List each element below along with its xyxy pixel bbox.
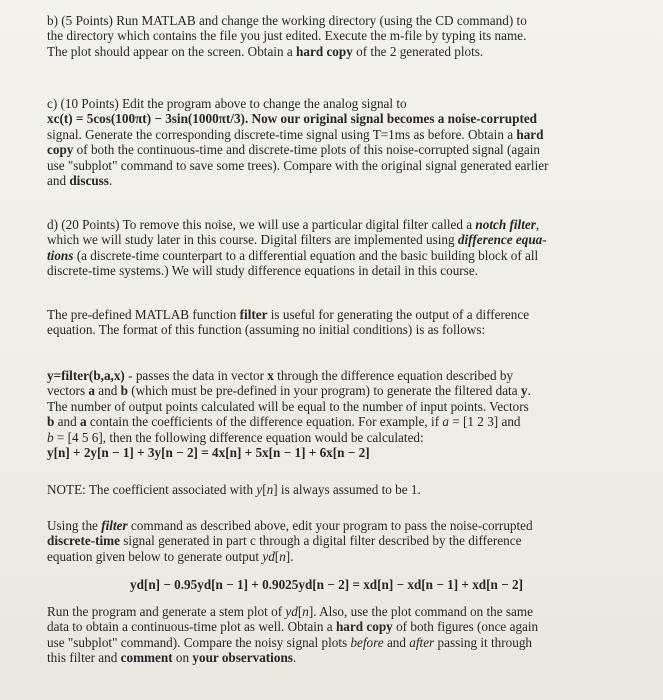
text-line: xc(t) = 5cos(100πt) − 3sin(1000πt/3). Now our original signal becomes a noise-corrupted [47, 111, 538, 127]
part-b-paragraph [47, 13, 615, 59]
example-difference-equation: y[n] + 2y[n − 1] + 3y[n − 2] = 4x[n] + 5x[n − 1] + 6x[n − 2] [47, 445, 370, 461]
text-line: this filter and comment on your observations. [47, 650, 297, 666]
text-line: The number of output points calculated will be equal to the number of input points. Vectors [47, 398, 529, 414]
text-line: b) (5 Points) Run MATLAB and change the working directory (using the CD command) to [47, 13, 527, 28]
instructions-paragraph [47, 518, 615, 564]
part-c-paragraph [47, 96, 615, 188]
text-line: b = [4 5 6], then the following difference equation would be calculated: [47, 429, 424, 445]
text-line: The pre-defined MATLAB function filter is useful for generating the output of a difference [47, 307, 530, 322]
note-paragraph [47, 482, 615, 497]
text-line: d) (20 Points) To remove this noise, we will use a particular digital filter called a notch filter, [47, 217, 540, 232]
text-line: Using the filter command as described above, edit your program to pass the noise-corrupted [47, 518, 533, 533]
filter-description-paragraph [47, 368, 615, 460]
text-line: discrete-time systems.) We will study difference equations in detail in this course. [47, 263, 478, 279]
text-line: the directory which contains the file you just edited. Execute the m-file by typing its name. [47, 28, 527, 44]
text-line: b and a contain the coefficients of the difference equation. For example, if a = [1 2 3] and [47, 414, 521, 430]
final-paragraph [47, 604, 615, 666]
part-d-paragraph [47, 217, 615, 279]
text-line: data to obtain a continuous-time plot as well. Obtain a hard copy of both figures (once again [47, 619, 539, 635]
text-line: tions (a discrete-time counterpart to a differential equation and the basic building block of all [47, 247, 539, 263]
filter-intro-paragraph [47, 307, 615, 338]
text-line: Run the program and generate a stem plot of yd[n]. Also, use the plot command on the same [47, 604, 534, 619]
text-line: NOTE: The coefficient associated with y[n] is always assumed to be 1. [47, 482, 421, 497]
filter-difference-equation: yd[n] − 0.95yd[n − 1] + 0.9025yd[n − 2] = xd[n] − xd[n − 1] + xd[n − 2] [130, 577, 523, 592]
text-line: equation given below to generate output yd[n]. [47, 548, 294, 564]
text-line: use "subplot" command). Compare the noisy signal plots before and after passing it through [47, 634, 533, 650]
text-line: which we will study later in this course. Digital filters are implemented using difference equa- [47, 232, 547, 248]
text-line: signal. Generate the corresponding discrete-time signal using T=1ms as before. Obtain a hard [47, 126, 544, 142]
text-line: and discuss. [47, 173, 113, 189]
text-line: The plot should appear on the screen. Obtain a hard copy of the 2 generated plots. [47, 43, 484, 59]
text-line: discrete-time signal generated in part c through a digital filter described by the difference [47, 533, 522, 549]
text-line: use "subplot" command to save some trees). Compare with the original signal generated earlier [47, 157, 549, 173]
text-line: equation. The format of this function (assuming no initial conditions) is as follows: [47, 322, 486, 338]
text-line: vectors a and b (which must be pre-defined in your program) to generate the filtered data y. [47, 383, 531, 399]
text-line: copy of both the continuous-time and discrete-time plots of this noise-corrupted signal (again [47, 142, 540, 158]
text-line: c) (10 Points) Edit the program above to change the analog signal to [47, 96, 407, 111]
text-line: y=filter(b,a,x) - passes the data in vector x through the difference equation described by [47, 368, 514, 383]
